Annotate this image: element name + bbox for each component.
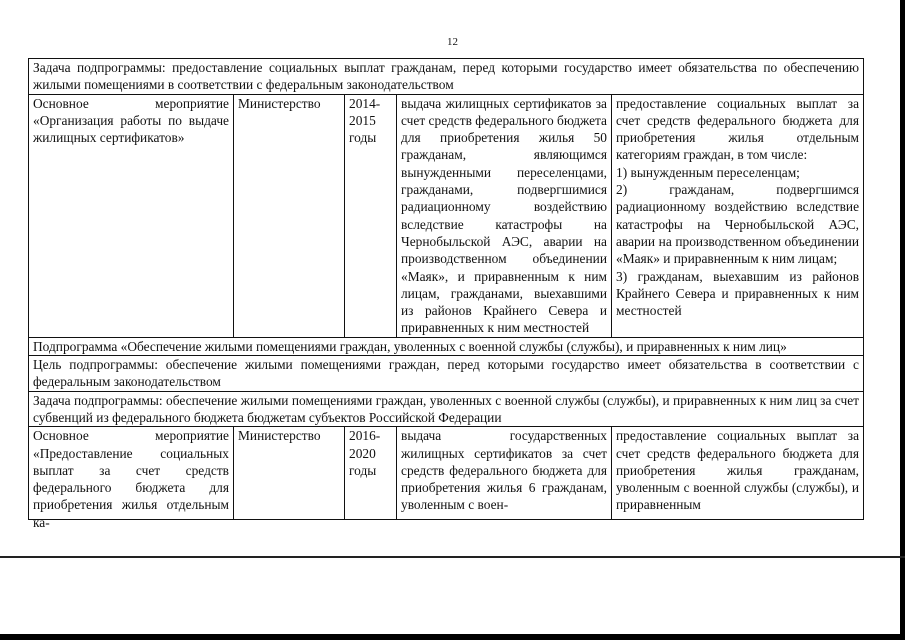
effect-intro: предоставление социальных выплат за счет средств федерального бюджета для приобретения жилья отдельным категориям граждан, в том числе: <box>616 95 860 163</box>
subprogram-task-1: Задача подпрограммы: предоставление социальных выплат гражданам, перед которыми государство имеет обязательства по обеспечению жилыми помещениями в соответствии с федеральным законодательством <box>29 59 864 95</box>
period-cell <box>345 427 397 520</box>
period-cell: 2014-2015 годы <box>345 94 397 337</box>
expected-result-cell <box>397 427 612 520</box>
goal-row <box>29 356 864 392</box>
measure-row-1 <box>29 94 864 337</box>
effect-cell <box>612 427 864 520</box>
scan-edge-right <box>900 0 905 640</box>
effect-item-1: 1) вынужденным переселенцам; <box>616 164 800 180</box>
effect-item-3: 3) гражданам, выехавшим из районов Крайнего Севера и приравненных к ним местностей <box>616 268 860 319</box>
task-row-2 <box>29 391 864 427</box>
task-row-1 <box>29 59 864 95</box>
subprogram-task-2: Задача подпрограммы: обеспечение жилыми помещениями граждан, уволенных с военной службы (службы), и приравненных к ним лиц за счет субвенций из федерального бюджета бюджетам субъектов Российской Федерации <box>29 391 864 427</box>
subprogram-goal: Цель подпрограммы: обеспечение жилыми помещениями граждан, перед которыми государство имеет обязательства в соответствии с федеральным законодательством <box>29 356 864 392</box>
measure-name-cell: Основное мероприятие «Организация работы по выдаче жилищных сертификатов» <box>29 94 234 337</box>
executor-cell: Министерство <box>234 94 345 337</box>
scan-artifact-line <box>0 556 905 558</box>
effect-text: предоставление социальных выплат за счет средств федерального бюджета для приобретения жилья гражданам, уволенным с военной службы (службы), и приравненным <box>616 428 860 513</box>
subprogram-title: Подпрограмма «Обеспечение жилыми помещениями граждан, уволенных с военной службы (службы), и приравненных к ним лиц» <box>29 337 864 355</box>
subprogram-row <box>29 337 864 355</box>
measure-name-cell <box>29 427 234 530</box>
page-number: 12 <box>447 36 458 48</box>
period-text: 2016-2020 годы <box>349 428 381 478</box>
measure-name-text: Основное мероприятие «Предоставление социальных выплат за счет средств федерального бюджета для приобретения жилья отдельным ка- <box>33 428 229 530</box>
executor-cell <box>234 427 345 520</box>
scan-edge-bottom <box>0 634 905 640</box>
measure-row-2 <box>29 427 864 520</box>
expected-result-cell: выдача жилищных сертификатов за счет средств федерального бюджета для приобретения жилья 50 гражданам, являющимся вынужденными переселенцами, гражданами, подвергшимися радиационному воздействию вследствие катастрофы на Чернобыльской АЭС, аварии на производственном объединении «Маяк», и приравненным к ним лицам, гражданами, выехавшими из районов Крайнего Севера и приравненных к ним местностей <box>397 94 612 337</box>
expected-result-text: выдача государственных жилищных сертификатов за счет средств федерального бюджета для приобретения жилья 6 гражданам, уволенным с воен- <box>401 428 607 513</box>
effect-cell <box>612 94 864 337</box>
executor-text: Министерство <box>238 428 321 444</box>
program-measures-table <box>28 58 864 530</box>
effect-item-2: 2) гражданам, подвергшимся радиационному воздействию вследствие катастрофы на Чернобыльской АЭС, аварии на производственном объединении «Маяк» и приравненным к ним лицам; <box>616 182 860 267</box>
